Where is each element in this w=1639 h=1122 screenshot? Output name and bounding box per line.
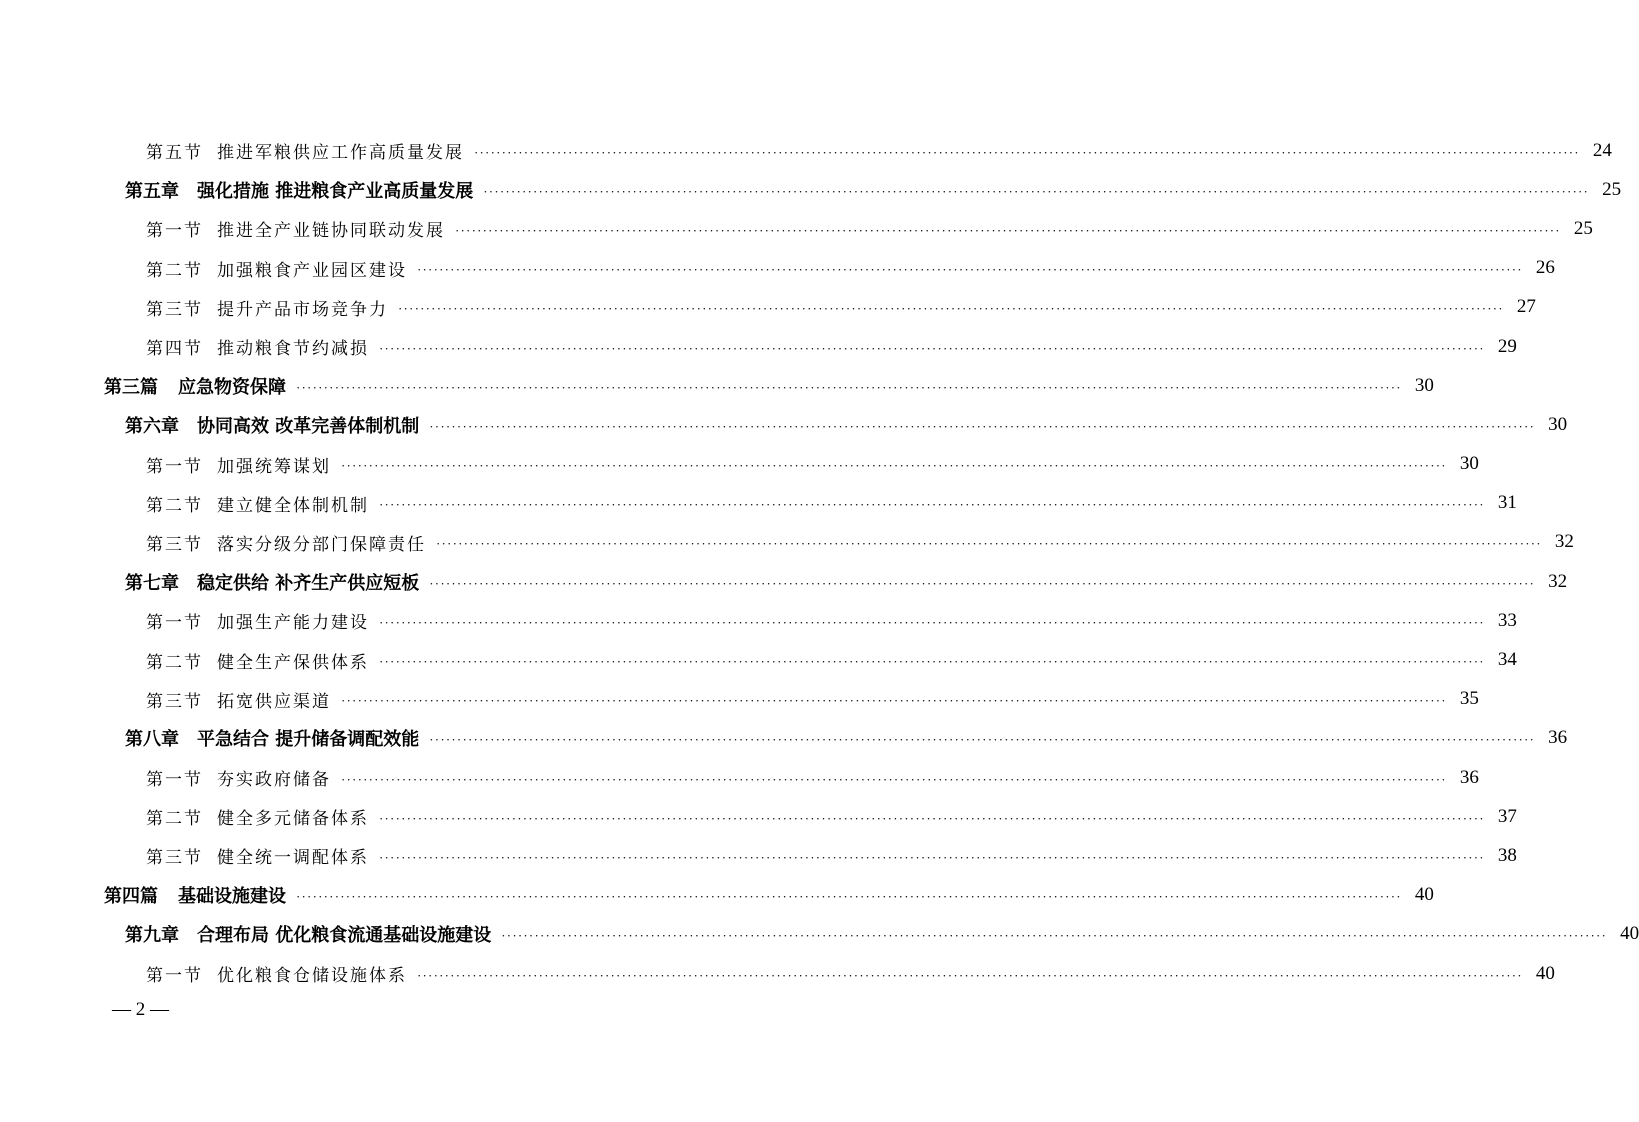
toc-leader-dots: ········································································································································································································	[379, 654, 1485, 670]
toc-leader-dots: ········································································································································································································	[379, 340, 1485, 356]
toc-entry[interactable]	[0, 288, 1536, 327]
toc-entry[interactable]	[0, 445, 1479, 484]
toc-leader-dots: ········································································································································································································	[296, 889, 1402, 905]
toc-entry[interactable]	[0, 327, 1517, 366]
toc-leader-dots: ········································································································································································································	[429, 575, 1536, 591]
toc-entry-number: 第一节	[146, 456, 203, 477]
toc-entry[interactable]	[0, 484, 1517, 523]
toc-entry-title: 平急结合 提升储备调配效能	[197, 729, 420, 751]
toc-entry-title: 建立健全体制机制	[217, 495, 369, 516]
toc-entry[interactable]	[0, 131, 1612, 170]
toc-leader-dots: ········································································································································································································	[501, 928, 1608, 944]
toc-entry[interactable]	[0, 209, 1593, 248]
toc-entry-page: 24	[1592, 139, 1612, 161]
toc-leader-dots: ········································································································································································································	[429, 418, 1536, 434]
toc-entry-title: 基础设施建设	[178, 886, 286, 908]
toc-leader-dots: ········································································································································································································	[379, 614, 1485, 630]
toc-entry-page: 25	[1573, 217, 1593, 239]
toc-leader-dots: ········································································································································································································	[379, 810, 1485, 826]
toc-entry-number: 第一节	[146, 966, 203, 987]
toc-entry[interactable]	[0, 915, 1639, 954]
toc-leader-dots: ········································································································································································································	[417, 262, 1523, 278]
toc-entry[interactable]	[0, 405, 1568, 444]
toc-entry-page: 27	[1516, 296, 1536, 318]
toc-entry-page: 26	[1535, 257, 1555, 279]
toc-entry-page: 37	[1497, 805, 1517, 827]
toc-entry-number: 第九章	[125, 925, 179, 947]
toc-entry-number: 第四节	[146, 339, 203, 360]
toc-entry-number: 第二节	[146, 495, 203, 516]
toc-leader-dots: ········································································································································································································	[341, 458, 1447, 474]
toc-entry[interactable]	[0, 562, 1568, 601]
toc-entry-page: 31	[1497, 492, 1517, 514]
toc-entry-title: 健全生产保供体系	[217, 652, 369, 673]
toc-entry-title: 健全统一调配体系	[217, 848, 369, 869]
toc-entry[interactable]	[0, 680, 1479, 719]
toc-leader-dots: ········································································································································································································	[379, 497, 1485, 513]
toc-leader-dots: ········································································································································································································	[455, 222, 1561, 238]
toc-entry-title: 落实分级分部门保障责任	[217, 534, 426, 555]
toc-entry-page: 29	[1497, 335, 1517, 357]
page-footer-number: — 2 —	[112, 999, 169, 1020]
toc-entry-page: 40	[1414, 884, 1434, 906]
toc-leader-dots: ········································································································································································································	[379, 849, 1485, 865]
toc-entry-page: 40	[1535, 962, 1555, 984]
toc-entry-number: 第一节	[146, 221, 203, 242]
toc-leader-dots: ········································································································································································································	[474, 144, 1580, 160]
toc-entry-title: 提升产品市场竞争力	[217, 299, 388, 320]
toc-entry[interactable]	[0, 758, 1479, 797]
toc-entry-number: 第六章	[125, 415, 179, 437]
toc-entry-title: 优化粮食仓储设施体系	[217, 966, 407, 987]
toc-entry-page: 25	[1602, 178, 1622, 200]
toc-entry[interactable]	[0, 954, 1555, 993]
toc-entry-number: 第三节	[146, 691, 203, 712]
toc-entry-title: 加强统筹谋划	[217, 456, 331, 477]
toc-entry-number: 第二节	[146, 809, 203, 830]
toc-entry-title: 推动粮食节约减损	[217, 339, 369, 360]
toc-entry-page: 34	[1497, 649, 1517, 671]
toc-entry-page: 32	[1554, 531, 1574, 553]
toc-entry-number: 第四篇	[104, 886, 158, 908]
toc-entry[interactable]	[0, 170, 1622, 209]
toc-entry-title: 加强生产能力建设	[217, 613, 369, 634]
toc-leader-dots: ········································································································································································································	[341, 693, 1447, 709]
toc-entry-page: 40	[1620, 923, 1639, 945]
toc-entry-title: 健全多元储备体系	[217, 809, 369, 830]
toc-entry-number: 第五节	[146, 143, 203, 164]
toc-entry[interactable]	[0, 719, 1568, 758]
toc-entry[interactable]	[0, 366, 1434, 405]
toc-entry[interactable]	[0, 876, 1434, 915]
toc-entry-page: 30	[1459, 453, 1479, 475]
toc-entry-title: 强化措施 推进粮食产业高质量发展	[197, 180, 474, 202]
toc-entry-number: 第三篇	[104, 376, 158, 398]
toc-entry-title: 合理布局 优化粮食流通基础设施建设	[197, 925, 492, 947]
toc-entry-page: 30	[1414, 374, 1434, 396]
toc-entry-page: 32	[1548, 570, 1568, 592]
toc-leader-dots: ········································································································································································································	[429, 732, 1536, 748]
toc-leader-dots: ········································································································································································································	[483, 183, 1590, 199]
toc-leader-dots: ········································································································································································································	[417, 967, 1523, 983]
toc-entry-title: 稳定供给 补齐生产供应短板	[197, 572, 420, 594]
toc-entry-number: 第一节	[146, 770, 203, 791]
toc-entry-page: 36	[1459, 766, 1479, 788]
toc-entry-title: 夯实政府储备	[217, 770, 331, 791]
toc-leader-dots: ········································································································································································································	[341, 771, 1447, 787]
toc-entry-number: 第五章	[125, 180, 179, 202]
toc-leader-dots: ········································································································································································································	[296, 379, 1402, 395]
toc-entry-title: 协同高效 改革完善体制机制	[197, 415, 420, 437]
toc-leader-dots: ········································································································································································································	[436, 536, 1542, 552]
toc-entry-page: 33	[1497, 609, 1517, 631]
toc-entry-title: 加强粮食产业园区建设	[217, 260, 407, 281]
toc-entry-number: 第一节	[146, 613, 203, 634]
toc-entry[interactable]	[0, 249, 1555, 288]
toc-leader-dots: ········································································································································································································	[398, 301, 1504, 317]
toc-entry-title: 推进全产业链协同联动发展	[217, 221, 445, 242]
table-of-contents	[0, 131, 1639, 993]
toc-entry-number: 第三节	[146, 534, 203, 555]
toc-entry-page: 36	[1548, 727, 1568, 749]
toc-entry[interactable]	[0, 601, 1517, 640]
toc-entry[interactable]	[0, 836, 1517, 875]
toc-entry-page: 30	[1548, 413, 1568, 435]
toc-entry-number: 第三节	[146, 848, 203, 869]
toc-entry[interactable]	[0, 640, 1517, 679]
toc-entry[interactable]	[0, 523, 1574, 562]
toc-entry-number: 第三节	[146, 299, 203, 320]
toc-entry-number: 第七章	[125, 572, 179, 594]
toc-entry-title: 应急物资保障	[178, 376, 286, 398]
toc-entry-number: 第八章	[125, 729, 179, 751]
toc-entry[interactable]	[0, 797, 1517, 836]
toc-entry-page: 35	[1459, 688, 1479, 710]
toc-entry-number: 第二节	[146, 652, 203, 673]
toc-entry-title: 拓宽供应渠道	[217, 691, 331, 712]
toc-entry-title: 推进军粮供应工作高质量发展	[217, 143, 464, 164]
toc-entry-page: 38	[1497, 844, 1517, 866]
toc-entry-number: 第二节	[146, 260, 203, 281]
